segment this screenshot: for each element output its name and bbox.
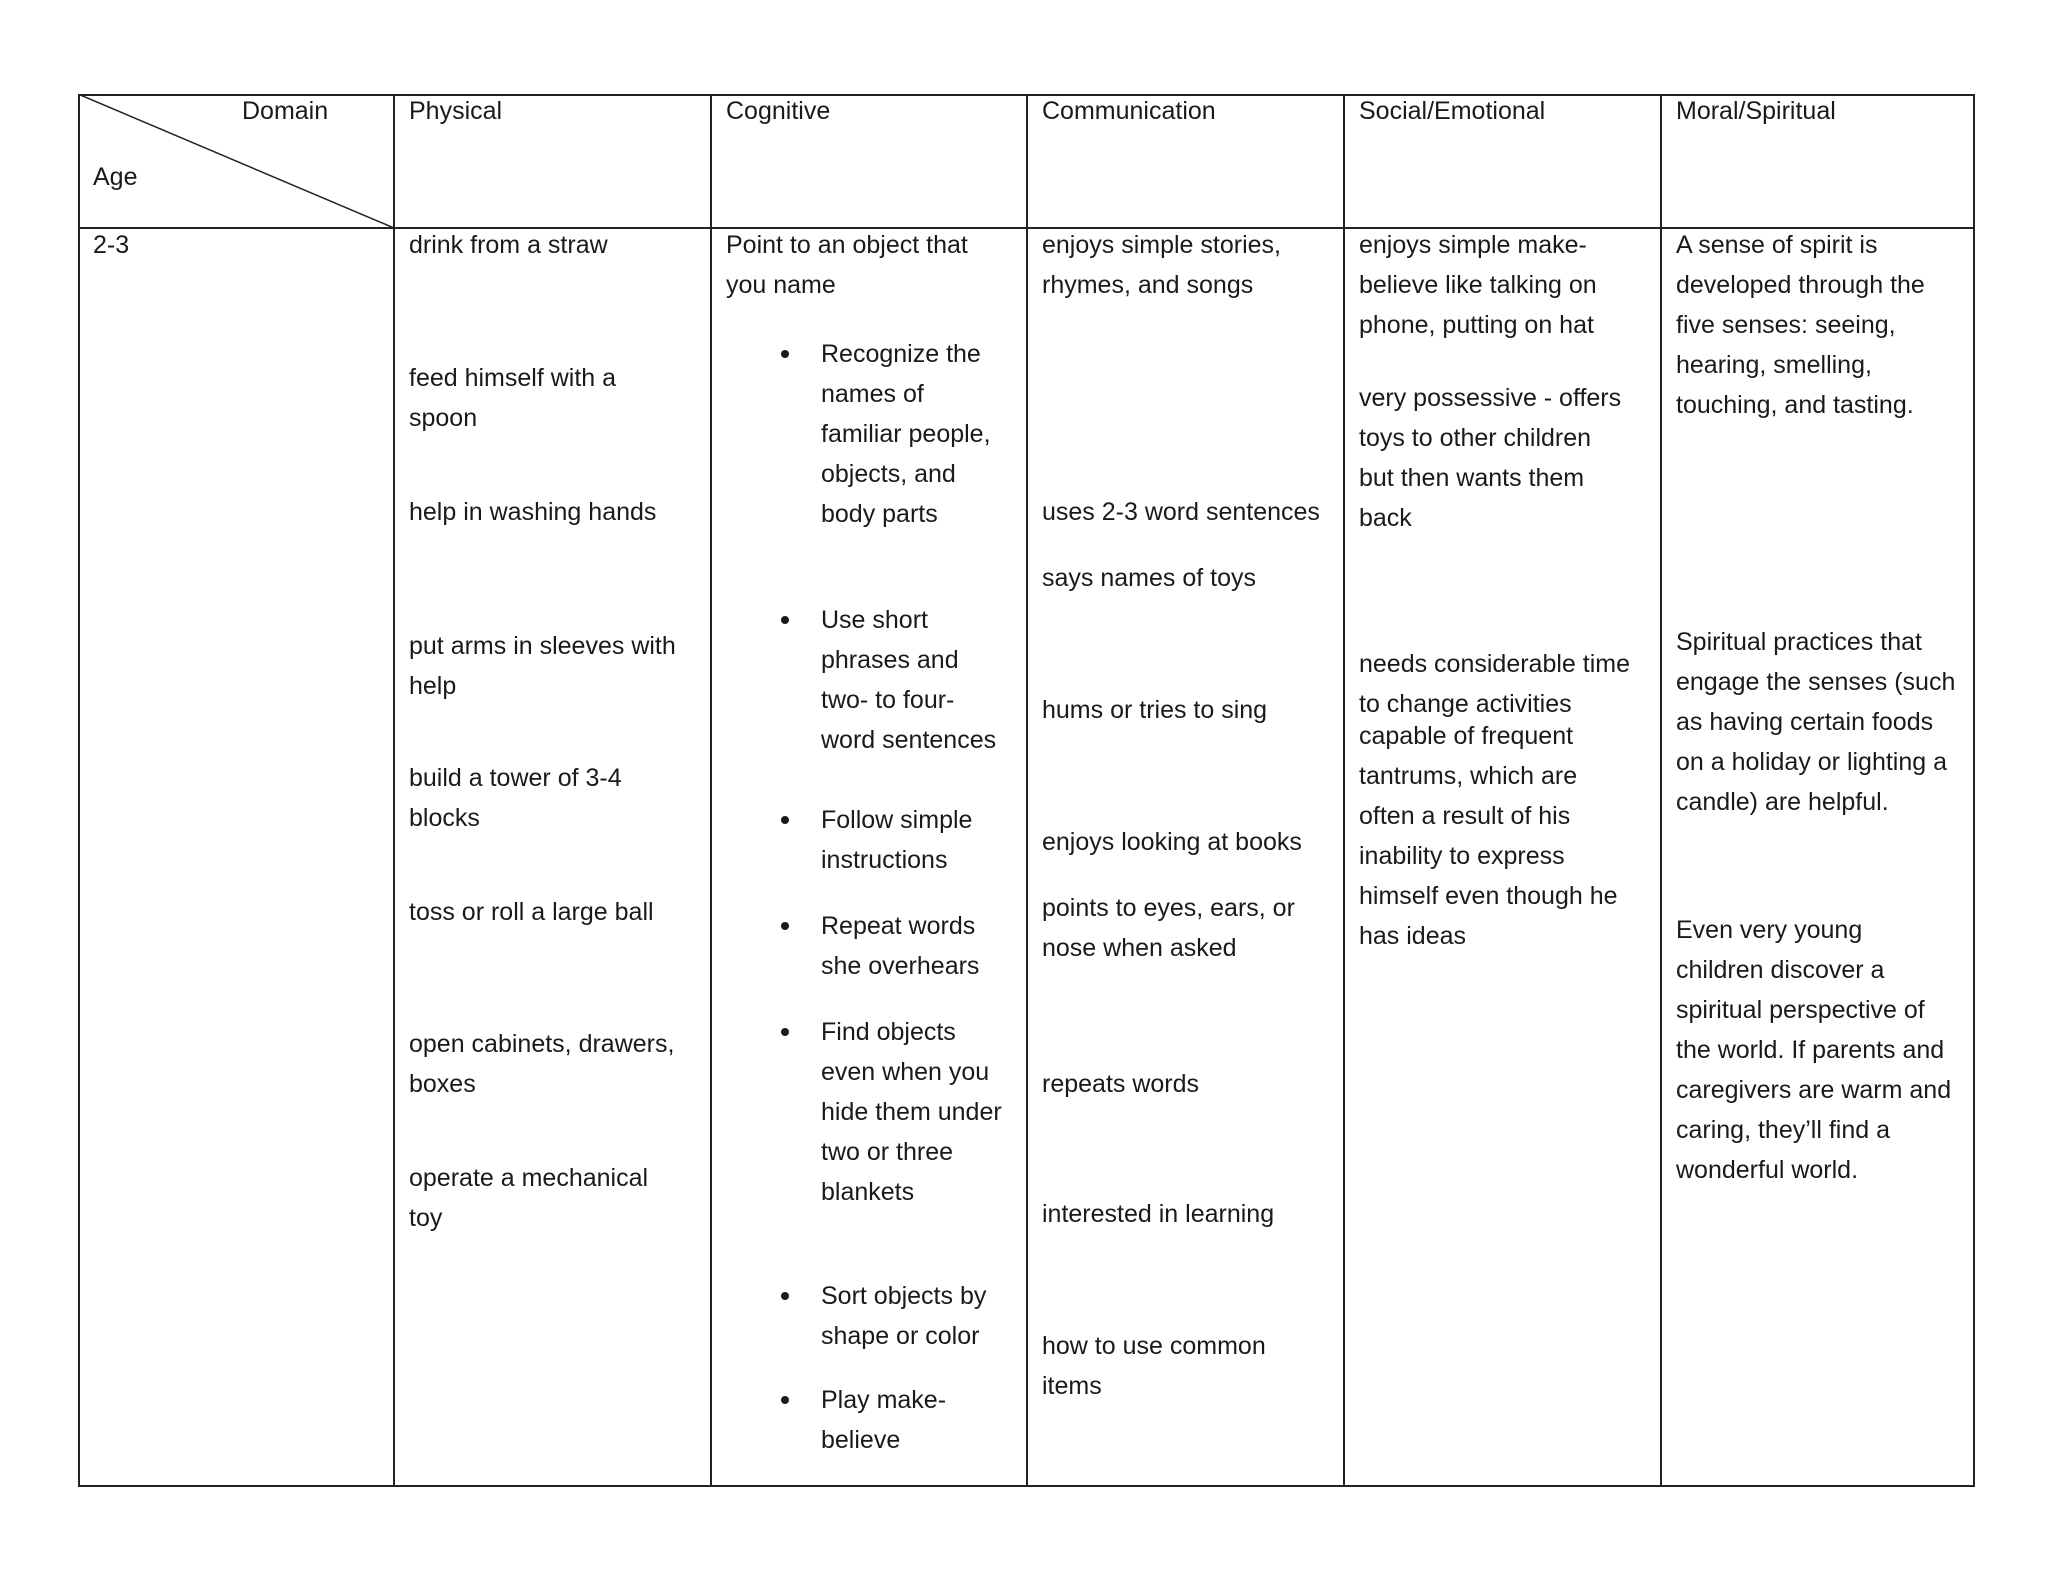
age-value: 2-3 [93,231,130,259]
list-item: the world. If parents and [1676,1036,1945,1064]
list-item: hums or tries to sing [1042,696,1268,724]
bullet-item-text: Find objects [821,1018,956,1046]
cognitive-cell [711,228,1027,1487]
list-item: tantrums, which are [1359,762,1578,790]
list-item: interested in learning [1042,1200,1275,1228]
list-item: uses 2-3 word sentences [1042,498,1320,526]
bullet-item-text: familiar people, [821,420,991,448]
list-item: as having certain foods [1676,708,1934,736]
bullet-item-text: Sort objects by [821,1282,987,1310]
list-item: inability to express [1359,842,1565,870]
bullet-item-text: body parts [821,500,938,528]
bullet-item-text: names of [821,380,924,408]
list-item: touching, and tasting. [1676,391,1914,419]
bullet-item-text: Use short [821,606,928,634]
list-item: operate a mechanical [409,1164,649,1192]
list-item: Spiritual practices that [1676,628,1922,656]
list-item: toss or roll a large ball [409,898,654,926]
list-item: five senses: seeing, [1676,311,1896,339]
age-cell [78,228,394,1487]
header-label: Communication [1042,97,1216,125]
list-item: open cabinets, drawers, [409,1030,675,1058]
domain-label: Domain [242,97,329,125]
bullet-item-text: even when you [821,1058,990,1086]
bullet-item-text: two- to four- [821,686,955,714]
list-item: often a result of his [1359,802,1571,830]
list-item: enjoys simple stories, [1042,231,1281,259]
list-item: repeats words [1042,1070,1200,1098]
bullet-item-text: Follow simple [821,806,973,834]
list-item: says names of toys [1042,564,1256,592]
header-social-emotional [1344,94,1661,228]
list-item: toy [409,1204,443,1232]
bullet-item-text: objects, and [821,460,956,488]
header-physical [394,94,711,228]
list-item: capable of frequent [1359,722,1574,750]
list-item: help [409,672,457,700]
list-item: children discover a [1676,956,1885,984]
bullet-icon [781,1396,789,1404]
header-cognitive [711,94,1027,228]
list-item: build a tower of 3-4 [409,764,622,792]
list-item: feed himself with a [409,364,617,392]
header-moral-spiritual [1661,94,1975,228]
bullet-icon [781,616,789,624]
bullet-item-text: word sentences [821,726,997,754]
list-item: A sense of spirit is [1676,231,1878,259]
list-item: spiritual perspective of [1676,996,1925,1024]
social-emotional-cell [1344,228,1661,1487]
corner-header-cell [78,94,394,228]
bullet-icon [781,922,789,930]
list-item: Even very young [1676,916,1863,944]
bullet-icon [781,816,789,824]
list-item: enjoys looking at books [1042,828,1302,856]
list-item: hearing, smelling, [1676,351,1872,379]
list-item: himself even though he [1359,882,1618,910]
cognitive-intro: Point to an object that [726,231,968,259]
list-item: boxes [409,1070,476,1098]
list-item: spoon [409,404,478,432]
bullet-item-text: hide them under [821,1098,1002,1126]
list-item: blocks [409,804,480,832]
header-label: Physical [409,97,503,125]
bullet-item-text: shape or color [821,1322,980,1350]
list-item: to change activities [1359,690,1572,718]
bullet-item-text: Recognize the [821,340,981,368]
list-item: back [1359,504,1412,532]
bullet-icon [781,350,789,358]
moral-spiritual-cell [1661,228,1975,1487]
list-item: how to use common [1042,1332,1266,1360]
bullet-item-text: Play make- [821,1386,947,1414]
list-item: caregivers are warm and [1676,1076,1952,1104]
bullet-item-text: two or three [821,1138,954,1166]
list-item: rhymes, and songs [1042,271,1254,299]
list-item: but then wants them [1359,464,1585,492]
bullet-item-text: she overhears [821,952,980,980]
list-item: nose when asked [1042,934,1237,962]
bullet-icon [781,1292,789,1300]
age-label: Age [93,163,138,191]
list-item: engage the senses (such [1676,668,1956,696]
physical-cell [394,228,711,1487]
list-item: items [1042,1372,1102,1400]
list-item: phone, putting on hat [1359,311,1594,339]
list-item: drink from a straw [409,231,608,259]
list-item: very possessive - offers [1359,384,1622,412]
list-item: needs considerable time [1359,650,1630,678]
list-item: put arms in sleeves with [409,632,676,660]
list-item: caring, they’ll find a [1676,1116,1891,1144]
list-item: wonderful world. [1676,1156,1859,1184]
header-label: Social/Emotional [1359,97,1546,125]
cognitive-intro: you name [726,271,836,299]
header-label: Moral/Spiritual [1676,97,1836,125]
list-item: on a holiday or lighting a [1676,748,1948,776]
list-item: enjoys simple make- [1359,231,1587,259]
bullet-item-text: instructions [821,846,948,874]
header-label: Cognitive [726,97,831,125]
bullet-item-text: Repeat words [821,912,976,940]
list-item: points to eyes, ears, or [1042,894,1295,922]
list-item: candle) are helpful. [1676,788,1889,816]
bullet-item-text: believe [821,1426,901,1454]
list-item: believe like talking on [1359,271,1597,299]
bullet-item-text: blankets [821,1178,915,1206]
list-item: developed through the [1676,271,1925,299]
list-item: help in washing hands [409,498,657,526]
communication-cell [1027,228,1344,1487]
header-communication [1027,94,1344,228]
list-item: toys to other children [1359,424,1592,452]
development-table [78,94,1975,1487]
bullet-icon [781,1028,789,1036]
list-item: has ideas [1359,922,1467,950]
bullet-item-text: phrases and [821,646,959,674]
